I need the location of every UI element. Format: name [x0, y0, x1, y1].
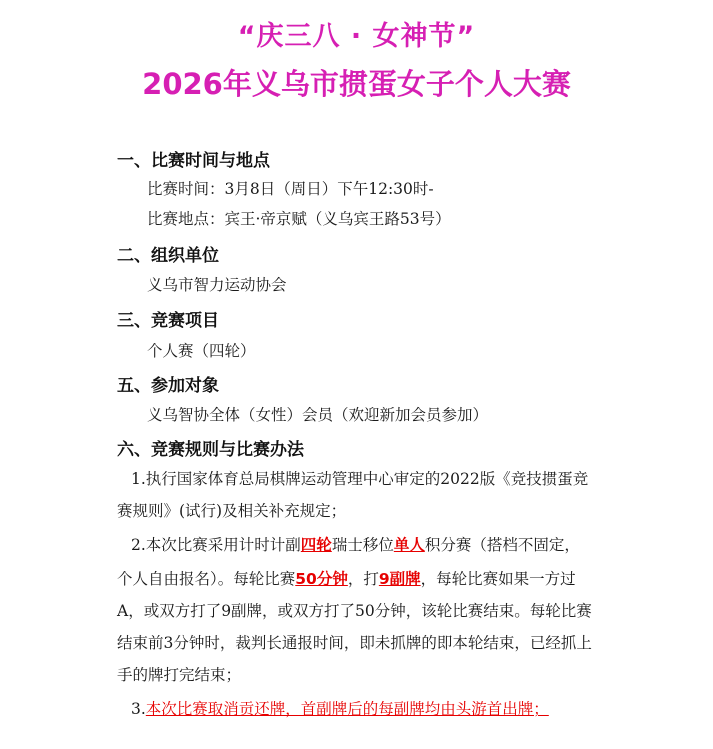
section-heading-event: 三、竞赛项目	[117, 311, 219, 331]
rule-2-line-2-c: ，打	[347, 570, 379, 588]
organizer-name: 义乌市智力运动协会	[147, 276, 287, 294]
rule-3-text: 本次比赛取消贡还牌，首副牌后的每副牌均由头游首出牌；	[145, 700, 549, 718]
rule-2-line-3: A，或双方打了9副牌，或双方打了50分钟，该轮比赛结束。每轮比赛	[117, 602, 592, 620]
rule-2-line-4: 结束前3分钟时，裁判长通报时间，即未抓牌的即本轮结束，已经抓上	[117, 634, 592, 652]
rule-2-line-2-a: 个人自由报名）。每轮比赛	[117, 570, 296, 588]
participants-text: 义乌智协全体（女性）会员（欢迎新加会员参加）	[147, 406, 489, 424]
rule-3-number: 3.	[131, 700, 146, 718]
section-heading-rules: 六、竞赛规则与比赛办法	[117, 440, 304, 460]
rule-2-text-e: 积分赛（搭档不固定，	[424, 536, 580, 554]
rule-2-text-c: 瑞士移位	[331, 536, 394, 554]
rule-2-line-2-e: ，每轮比赛如果一方过	[420, 570, 576, 588]
rule-2-single-highlight: 单人	[393, 536, 425, 554]
rule-2-line-1	[131, 533, 580, 555]
match-venue: 比赛地点：宾王·帝京赋（义乌宾王路53号）	[147, 210, 451, 228]
section-heading-organizer: 二、组织单位	[117, 246, 219, 266]
event-item: 个人赛（四轮）	[147, 342, 256, 360]
rule-1-line-2: 赛规则》(试行)及相关补充规定；	[117, 502, 347, 520]
rule-1-line-1: 1.执行国家体育总局棋牌运动管理中心审定的2022版《竞技掼蛋竞	[131, 470, 589, 488]
rule-2-line-5: 手的牌打完结束；	[117, 666, 242, 684]
title-line-1: “庆三八 · 女神节”	[237, 21, 476, 52]
rule-2-deals-highlight: 9副牌	[378, 570, 421, 588]
title-line-2: 2026年义乌市掼蛋女子个人大赛	[142, 67, 571, 101]
rule-2-text-a: 2.本次比赛采用计时计副	[131, 536, 301, 554]
rule-3-line	[131, 697, 549, 719]
section-heading-participants: 五、参加对象	[117, 376, 219, 396]
rule-2-rounds-highlight: 四轮	[300, 536, 332, 554]
rule-2-line-2	[117, 567, 576, 589]
match-time: 比赛时间：3月8日（周日）下午12:30时-	[147, 180, 434, 198]
rule-2-minutes-highlight: 50分钟	[295, 570, 348, 588]
section-heading-time-place: 一、比赛时间与地点	[117, 151, 270, 171]
